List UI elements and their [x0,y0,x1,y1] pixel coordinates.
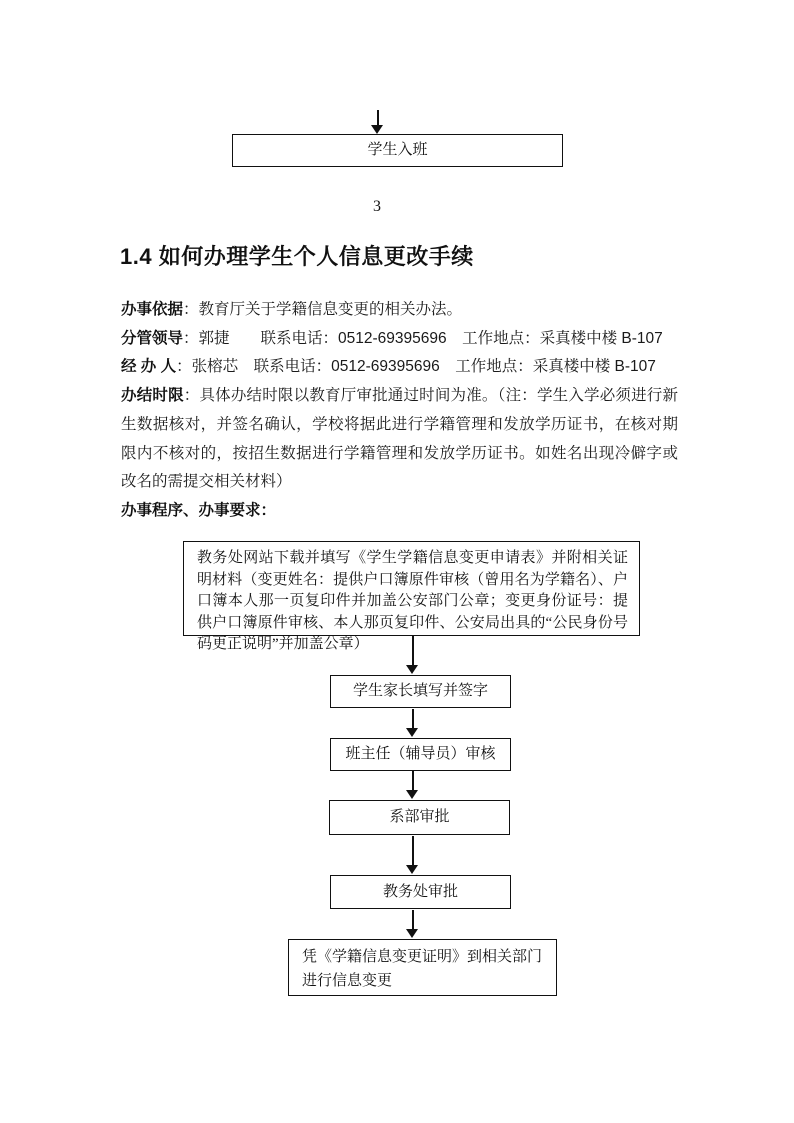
flow-step-teacher-review: 班主任（辅导员）审核 [330,738,511,771]
info-label-basis: 办事依据 [121,301,184,318]
info-block [121,296,678,526]
down-arrow-icon [406,771,419,799]
info-label-handler: 经 办 人 [121,358,177,376]
info-text-basis: ：教育厅关于学籍信息变更的相关办法。 [183,301,463,318]
info-line-leader [121,325,678,354]
down-arrow-icon [406,709,419,737]
info-text-leader: ：郭捷 联系电话：0512-69395696 工作地点：采真楼中楼 B-107 [183,329,663,347]
info-label-procedure: 办事程序、办事要求： [121,501,277,519]
section-heading: 1.4 如何办理学生个人信息更改手续 [120,244,474,269]
info-label-deadline: 办结时限 [121,387,184,405]
info-line-procedure [121,497,678,526]
down-arrow-icon [406,836,419,874]
flow-step-parent-sign: 学生家长填写并签字 [330,675,511,708]
page-number: 3 [373,198,381,215]
flow-step-download-form: 教务处网站下载并填写《学生学籍信息变更申请表》并附相关证明材料（变更姓名：提供户口簿原件审核（曾用名为学籍名）、户口簿本人那一页复印件并加盖公安部门公章；变更身份证号：提供户口簿原件审核、本人那页复印件、公安局出具的“公民身份号码更正说明”并加盖公章） [183,541,640,636]
flow-box-student-enter-class: 学生入班 [232,134,563,167]
info-line-deadline [121,382,678,497]
flow-step-info-change-certificate: 凭《学籍信息变更证明》到相关部门进行信息变更 [288,939,557,996]
down-arrow-icon [371,110,384,134]
down-arrow-icon [406,636,419,674]
info-label-leader: 分管领导 [121,329,184,347]
info-line-handler [121,353,678,382]
flow-step-academic-office-approval: 教务处审批 [330,875,511,909]
info-line-basis [121,296,678,325]
info-text-handler: ：张榕芯 联系电话：0512-69395696 工作地点：采真楼中楼 B-107 [176,358,656,376]
down-arrow-icon [406,910,419,938]
info-text-deadline: ：具体办结时限以教育厅审批通过时间为准。（注：学生入学必须进行新生数据核对，并签名确认，学校将据此进行学籍管理和发放学历证书，在核对期限内不核对的，按招生数据进行学籍管理和发放学历证书。如姓名出现冷僻字或改名的需提交相关材料） [121,387,678,491]
flow-step-department-approval: 系部审批 [329,800,510,835]
